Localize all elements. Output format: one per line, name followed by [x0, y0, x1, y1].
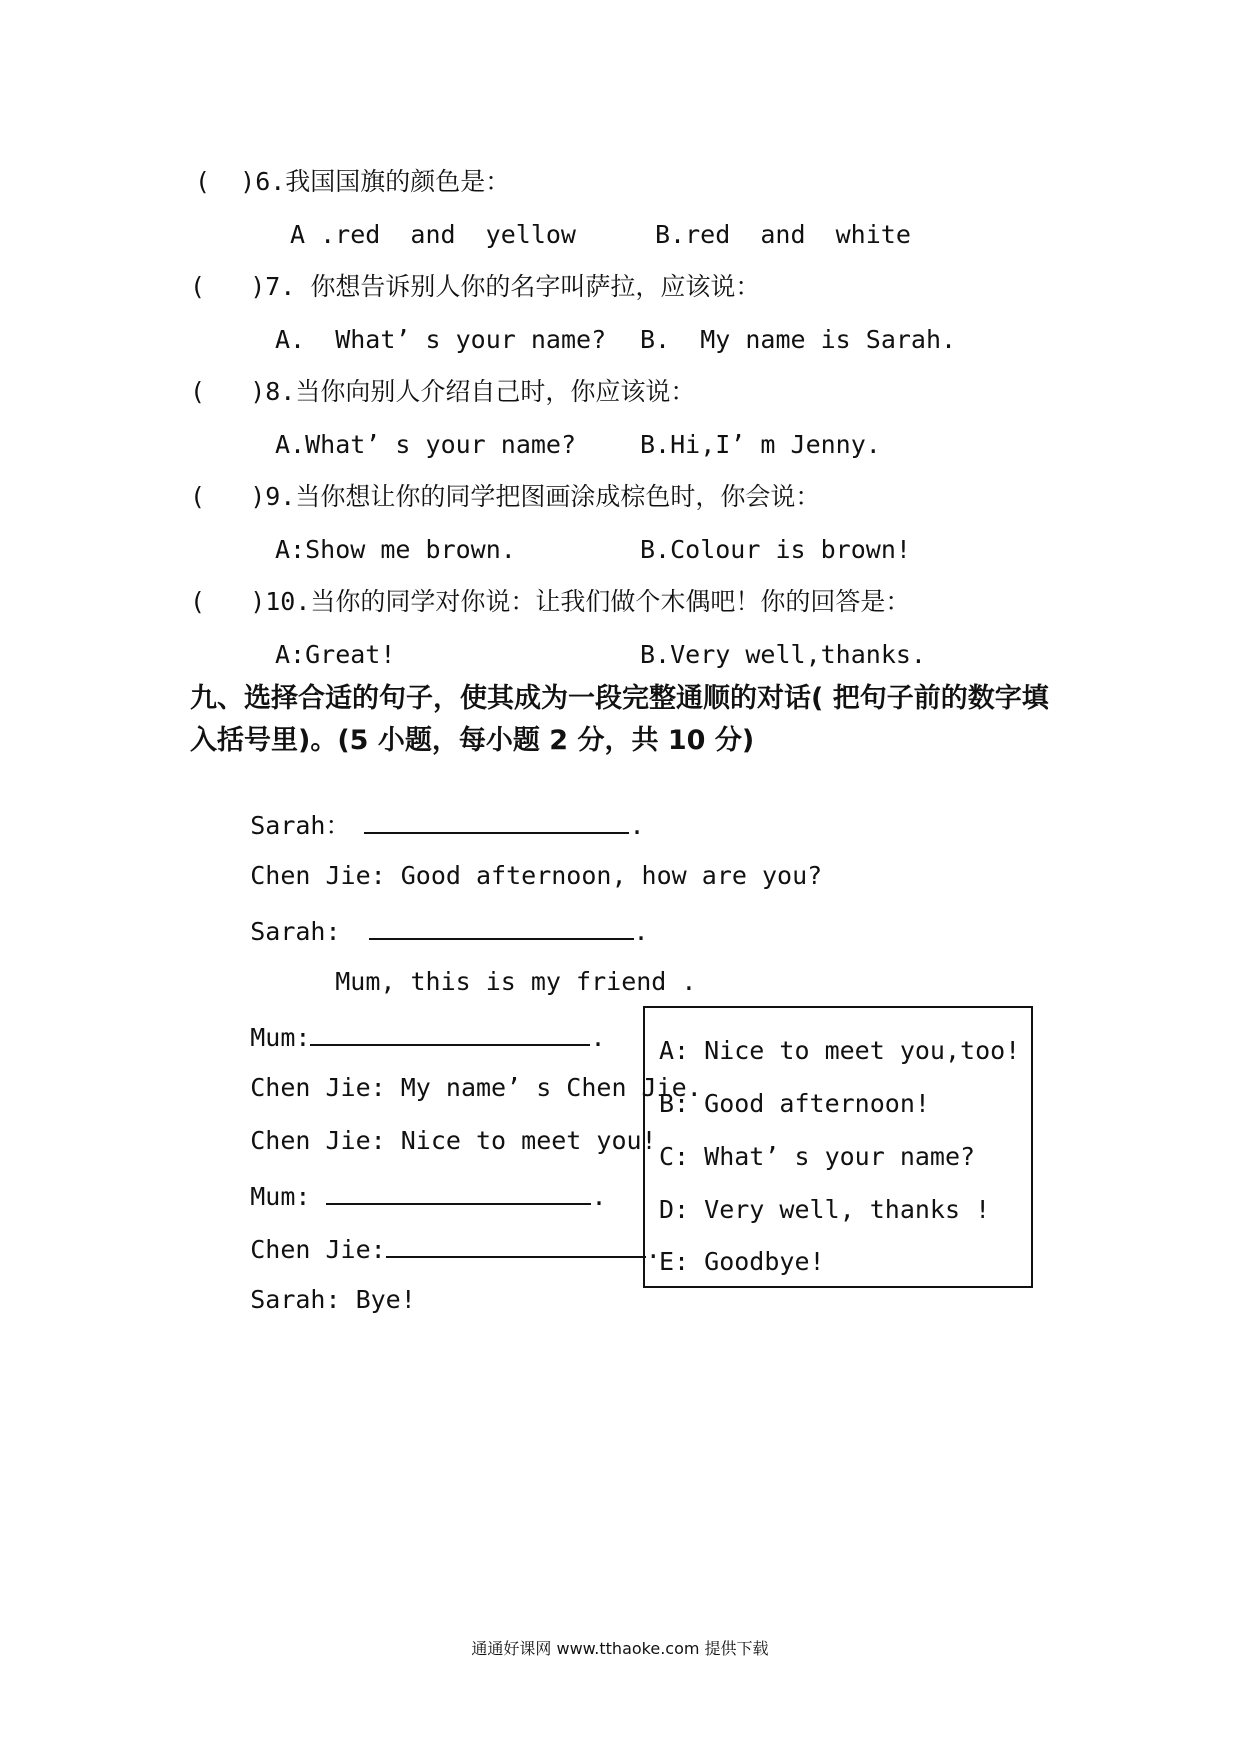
- dialogue-end: .: [633, 917, 649, 946]
- question-8: ( )8.当你向别人介绍自己时，你应该说：: [190, 377, 696, 406]
- dialogue-speaker: Chen Jie:: [250, 1073, 386, 1102]
- choice-d: D: Very well, thanks !: [659, 1195, 991, 1224]
- question-9-option-b: B.Colour is brown!: [640, 535, 911, 564]
- question-6-option-b: B.red and white: [655, 220, 911, 249]
- question-7: ( )7. 你想告诉别人你的名字叫萨拉，应该说：: [190, 272, 761, 301]
- dialogue-line-10: [190, 1249, 416, 1351]
- choice-c: C: What’ s your name?: [659, 1142, 976, 1171]
- dialogue-text: Bye!: [340, 1285, 416, 1314]
- choice-b: B: Good afternoon!: [659, 1089, 930, 1118]
- question-10: ( )10.当你的同学对你说：让我们做个木偶吧！你的回答是：: [190, 587, 911, 616]
- choice-a: A: Nice to meet you,too!: [659, 1036, 1021, 1065]
- dialogue-speaker: Sarah：: [250, 811, 351, 840]
- dialogue-text: Good afternoon, how are you?: [385, 861, 823, 890]
- question-9: ( )9.当你想让你的同学把图画涂成棕色时，你会说：: [190, 482, 821, 511]
- dialogue-speaker: Mum:: [250, 1023, 311, 1052]
- question-10-option-a: A:Great!: [275, 640, 396, 669]
- choice-e: E: Goodbye!: [659, 1247, 825, 1276]
- dialogue-end: .: [629, 811, 645, 840]
- dialogue-speaker: Sarah:: [250, 1285, 341, 1314]
- question-7-option-b: B. My name is Sarah.: [640, 325, 957, 354]
- dialogue-end: .: [591, 1182, 607, 1211]
- dialogue-speaker: Chen Jie:: [250, 1235, 386, 1264]
- question-10-option-b: B.Very well,thanks.: [640, 640, 926, 669]
- question-8-option-b: B.Hi,I’ m Jenny.: [640, 430, 881, 459]
- dialogue-text: My name’ s Chen Jie.: [385, 1073, 702, 1102]
- dialogue-end: .: [590, 1023, 606, 1052]
- question-7-option-a: A. What’ s your name?: [275, 325, 607, 354]
- dialogue-speaker: Chen Jie:: [250, 1126, 386, 1155]
- dialogue-speaker: Chen Jie:: [250, 861, 386, 890]
- question-8-option-a: A.What’ s your name?: [275, 430, 577, 459]
- dialogue-end: .: [645, 1235, 661, 1264]
- section-9-title: 九、选择合适的句子，使其成为一段完整通顺的对话( 把句子前的数字填入括号里)。(5 小题，每小题 2 分，共 10 分): [190, 683, 1049, 756]
- dialogue-text: Mum, this is my friend .: [335, 967, 697, 996]
- question-6: ( )6.我国国旗的颜色是：: [195, 167, 511, 196]
- page-footer: 通通好课网 www.tthaoke.com 提供下载: [471, 1639, 769, 1658]
- question-6-option-a: A .red and yellow: [290, 220, 576, 249]
- question-9-option-a: A:Show me brown.: [275, 535, 516, 564]
- answer-blank[interactable]: [386, 1230, 646, 1258]
- choices-box: [643, 1006, 1033, 1288]
- dialogue-speaker: Mum:: [250, 1182, 311, 1211]
- dialogue-text: Nice to meet you!: [385, 1126, 657, 1155]
- dialogue-speaker: Sarah:: [250, 917, 341, 946]
